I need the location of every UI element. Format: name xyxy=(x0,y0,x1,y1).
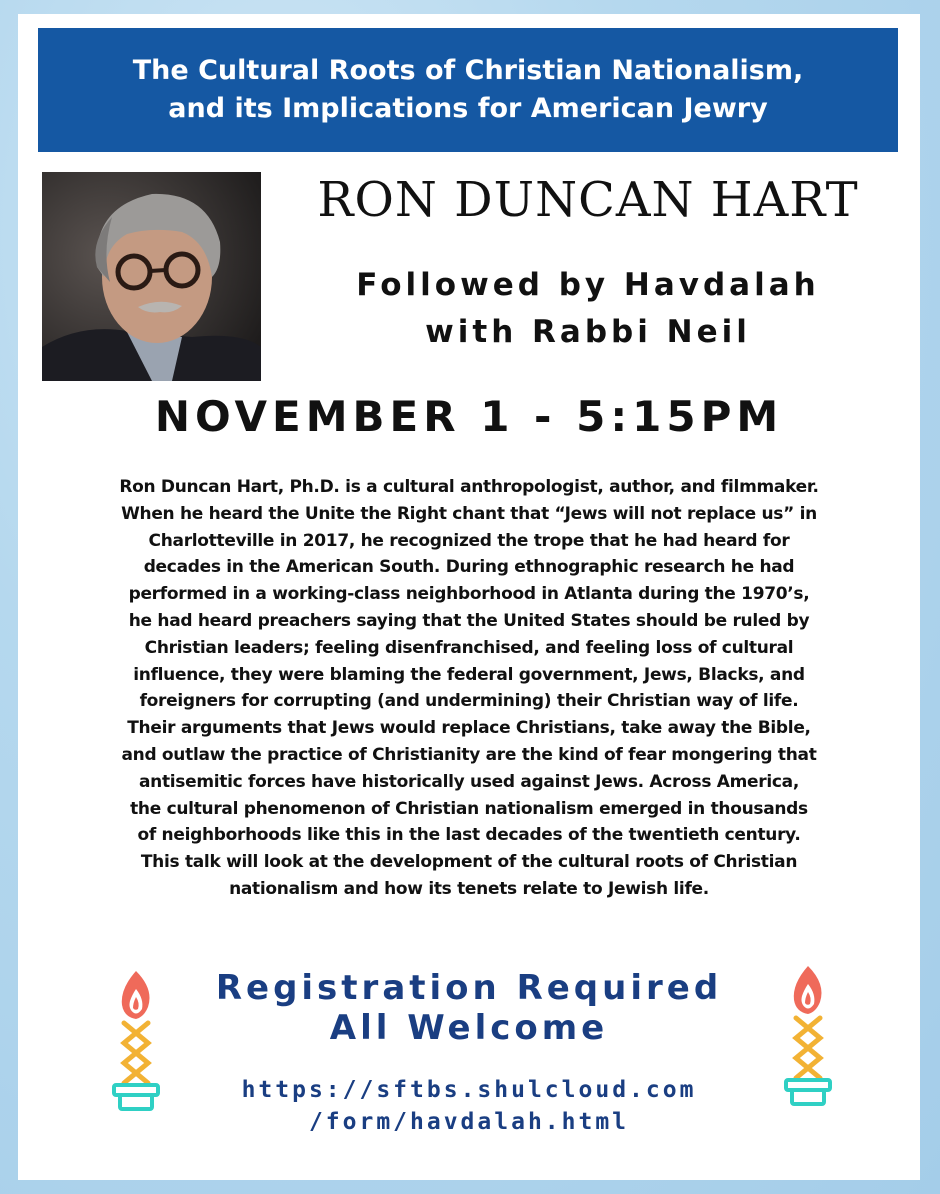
bio-line: the cultural phenomenon of Christian nationalism emerged in thousands xyxy=(130,798,808,819)
bio-line: he had heard preachers saying that the United States should be ruled by xyxy=(128,610,810,631)
bio-line: Their arguments that Jews would replace Christians, take away the Bible, xyxy=(127,718,811,739)
banner-title-line2: and its Implications for American Jewry xyxy=(168,93,768,124)
bio-line: Charlotteville in 2017, he recognized the trope that he had heard for xyxy=(148,530,790,551)
banner-title-line1: The Cultural Roots of Christian Nationalism, xyxy=(132,55,804,86)
bio-line: influence, they were blaming the federal government, Jews, Blacks, and xyxy=(133,664,805,685)
speaker-bio xyxy=(48,474,890,903)
havdalah-candle-icon xyxy=(778,962,838,1112)
bio-line: Ron Duncan Hart, Ph.D. is a cultural anthropologist, author, and filmmaker. xyxy=(119,477,819,497)
bio-line: and outlaw the practice of Christianity are the kind of fear mongering that xyxy=(121,744,817,765)
registration-line2: All Welcome xyxy=(329,1008,609,1048)
bio-line: This talk will look at the development of the cultural roots of Christian xyxy=(140,852,798,873)
subtitle-line2: with Rabbi Neil xyxy=(425,314,751,350)
flyer-card xyxy=(18,14,920,1180)
havdalah-candle-icon xyxy=(106,967,166,1117)
bio-line: of neighborhoods like this in the last decades of the twentieth century. xyxy=(137,825,801,846)
speaker-name: RON DUNCAN HART xyxy=(317,172,859,228)
registration-notice xyxy=(168,968,770,1048)
event-date-time: NOVEMBER 1 - 5:15PM xyxy=(154,392,784,441)
link-line2[interactable]: /form/havdalah.html xyxy=(308,1109,630,1135)
bio-line: antisemitic forces have historically used against Jews. Across America, xyxy=(138,771,799,792)
bio-line: foreigners for corrupting (and undermining) their Christian way of life. xyxy=(139,691,799,712)
link-line1[interactable]: https://sftbs.shulcloud.com xyxy=(241,1077,697,1103)
title-banner xyxy=(38,28,898,152)
havdalah-subtitle xyxy=(280,262,896,356)
registration-link[interactable] xyxy=(168,1074,770,1138)
bio-line: When he heard the Unite the Right chant that “Jews will not replace us” in xyxy=(121,503,817,524)
bio-line: decades in the American South. During ethnographic research he had xyxy=(143,557,795,578)
bio-line: nationalism and how its tenets relate to Jewish life. xyxy=(229,878,709,899)
speaker-photo xyxy=(42,172,261,381)
subtitle-line1: Followed by Havdalah xyxy=(356,267,820,303)
registration-line1: Registration Required xyxy=(215,968,723,1008)
bio-line: performed in a working-class neighborhood in Atlanta during the 1970’s, xyxy=(128,584,810,605)
bio-line: Christian leaders; feeling disenfranchised, and feeling loss of cultural xyxy=(144,637,794,658)
